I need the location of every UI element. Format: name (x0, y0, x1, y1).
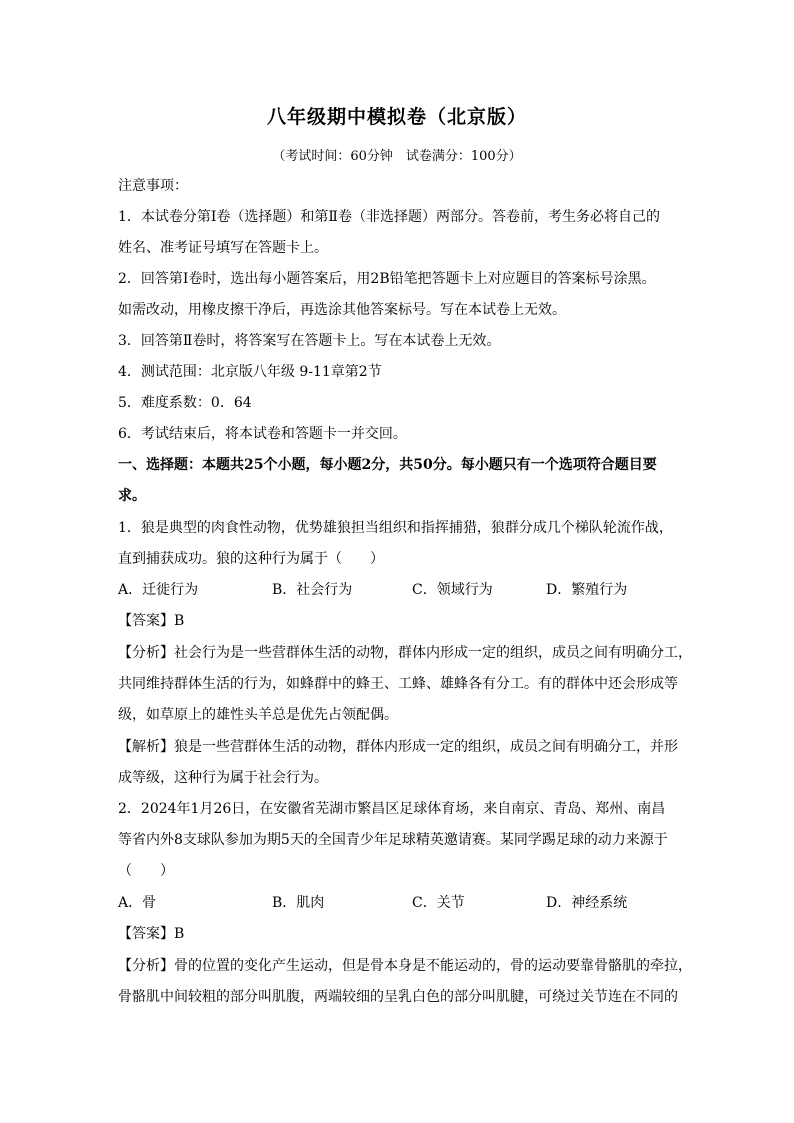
explanation-line: 【解析】狼是一些营群体生活的动物，群体内形成一定的组织，成员之间有明确分工，并形 (118, 739, 678, 755)
notice-line: 3．回答第Ⅱ卷时，将答案写在答题卡上。写在本试卷上无效。 (118, 333, 501, 349)
exam-info: （考试时间：60分钟 试卷满分：100分） (272, 149, 522, 164)
notice-line: 1．本试卷分第Ⅰ卷（选择题）和第Ⅱ卷（非选择题）两部分。答卷前，考生务必将自己的 (118, 209, 660, 225)
question-stem: 等省内外8支球队参加为期5天的全国青少年足球精英邀请赛。某同学踢足球的动力来源于 (118, 832, 668, 848)
question-stem: 直到捕获成功。狼的这种行为属于（ ） (118, 551, 384, 567)
question-stem: 2．2024年1月26日，在安徽省芜湖市繁昌区足球体育场，来自南京、青岛、郑州、南昌 (118, 801, 666, 817)
explanation-line: 成等级，这种行为属于社会行为。 (118, 770, 328, 786)
notice-line: 5．难度系数：0．64 (118, 395, 252, 411)
option-b: B．社会行为 (272, 582, 353, 598)
answer: 【答案】B (118, 613, 185, 629)
analysis-line: 骨骼肌中间较粗的部分叫肌腹，两端较细的呈乳白色的部分叫肌腱，可绕过关节连在不同的 (118, 989, 678, 1005)
analysis-line: 【分析】社会行为是一些营群体生活的动物，群体内形成一定的组织，成员之间有明确分工， (118, 645, 692, 661)
option-c: C．领域行为 (412, 582, 493, 598)
notice-line: 4．测试范围：北京版八年级 9-11章第2节 (118, 364, 382, 380)
option-c: C．关节 (412, 895, 465, 911)
option-b: B．肌肉 (272, 895, 325, 911)
page-title: 八年级期中模拟卷（北京版） (266, 106, 527, 128)
notice-line: 姓名、准考证号填写在答题卡上。 (118, 240, 328, 256)
section-heading: 求。 (118, 488, 146, 504)
analysis-line: 【分析】骨的位置的变化产生运动，但是骨本身是不能运动的，骨的运动要靠骨骼肌的牵拉， (118, 958, 692, 974)
notice-heading: 注意事项： (118, 178, 188, 194)
analysis-line: 级，如草原上的雄性头羊总是优先占领配偶。 (118, 707, 398, 723)
option-a: A．迁徙行为 (118, 582, 199, 598)
section-heading: 一、选择题：本题共25个小题，每小题2分，共50分。每小题只有一个选项符合题目要 (118, 457, 657, 473)
notice-line: 如需改动，用橡皮擦干净后，再选涂其他答案标号。写在本试卷上无效。 (118, 302, 566, 318)
answer: 【答案】B (118, 926, 185, 942)
option-d: D．繁殖行为 (546, 582, 628, 598)
analysis-line: 共同维持群体生活的行为，如蜂群中的蜂王、工蜂、雄蜂各有分工。有的群体中还会形成等 (118, 676, 678, 692)
option-d: D．神经系统 (546, 895, 628, 911)
question-stem: （ ） (118, 863, 174, 879)
notice-line: 6．考试结束后，将本试卷和答题卡一并交回。 (118, 426, 407, 442)
question-stem: 1．狼是典型的肉食性动物，优势雄狼担当组织和指挥捕猎，狼群分成几个梯队轮流作战， (118, 520, 673, 536)
option-a: A．骨 (118, 895, 157, 911)
notice-line: 2．回答第Ⅰ卷时，选出每小题答案后，用2B铅笔把答题卡上对应题目的答案标号涂黑。 (118, 271, 656, 287)
